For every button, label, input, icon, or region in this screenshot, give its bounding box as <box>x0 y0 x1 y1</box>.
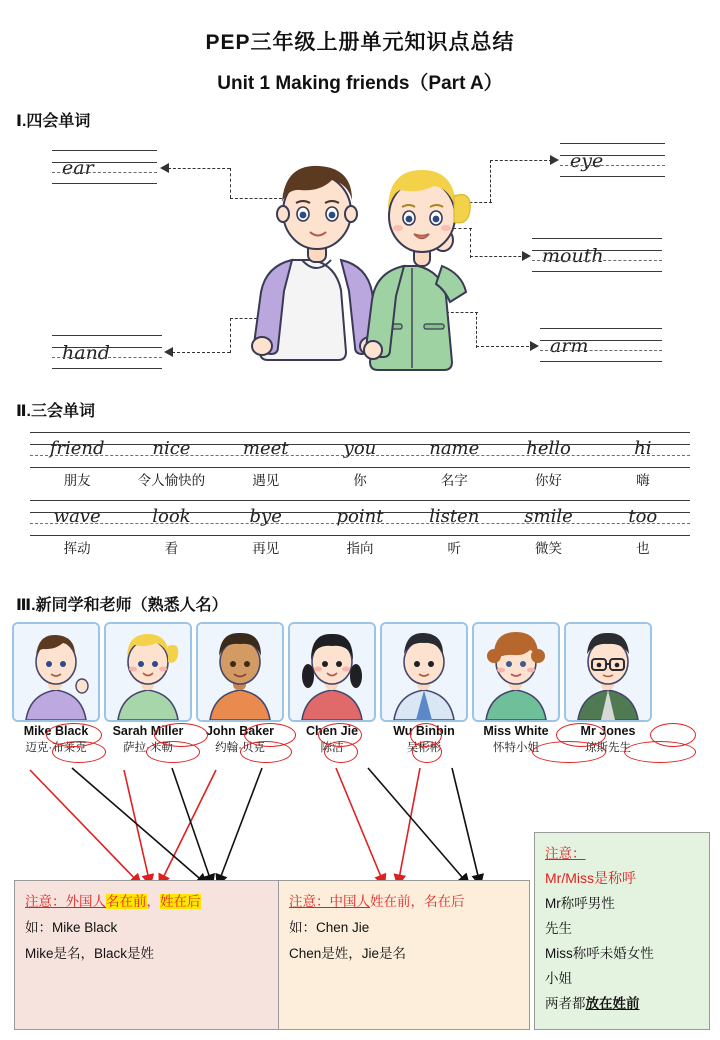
person-name-cn: 怀特小姐 <box>493 742 539 754</box>
word-box-eye <box>560 143 665 177</box>
connector-ear-v <box>230 168 231 198</box>
vocab-meaning: 朋友 <box>63 473 91 488</box>
highlight-ellipse-mile <box>146 741 200 763</box>
word-arm: arm <box>550 335 589 357</box>
note-titles-line1: Mr/Miss是称呼 <box>545 870 636 886</box>
vocab-word: meet <box>242 438 289 459</box>
connector-eye <box>490 160 552 161</box>
word-hand: hand <box>62 342 110 364</box>
avatar <box>290 624 374 720</box>
vocab-word: smile <box>524 506 573 527</box>
avatar <box>198 624 282 720</box>
vocab-word: listen <box>429 506 480 527</box>
avatar <box>474 624 558 720</box>
person-name-cn: 迈克·布莱克 <box>25 742 87 754</box>
vocab-word: name <box>429 438 480 459</box>
highlight-ellipse-jones-cn <box>624 741 696 763</box>
arrowhead-eye <box>550 155 559 165</box>
vocab-row-en-1 <box>30 432 690 468</box>
vocab-meaning: 嗨 <box>636 473 650 488</box>
vocab-word: you <box>343 438 377 459</box>
connector-hand-v <box>230 318 231 353</box>
vocab-meaning: 你 <box>353 473 367 488</box>
note-titles <box>534 832 710 1030</box>
avatar-card-mike-black <box>12 622 100 722</box>
vocab-word: look <box>152 506 191 527</box>
avatar <box>14 624 98 720</box>
vocab-meaning: 听 <box>447 541 462 556</box>
vocab-meaning: 名字 <box>440 473 468 488</box>
vocabulary-table <box>30 432 690 562</box>
avatar-card-sarah-miller <box>104 622 192 722</box>
highlight-ellipse-bulaike <box>52 741 106 763</box>
word-box-arm <box>540 328 662 362</box>
note-titles-line3: 先生 <box>545 921 572 936</box>
arrowhead-hand <box>164 347 173 357</box>
vocab-word: hi <box>634 438 652 459</box>
note-titles-head: 注意： <box>545 846 586 861</box>
person-name-cn: 约翰·贝克 <box>215 742 265 754</box>
person-name-en: Mr Jones <box>580 724 636 738</box>
avatar <box>566 624 650 720</box>
vocab-meaning: 遇见 <box>252 473 280 488</box>
avatar-card-miss-white <box>472 622 560 722</box>
arrowhead-ear <box>160 163 169 173</box>
connector-ear <box>168 168 230 169</box>
word-mouth: mouth <box>542 245 604 267</box>
avatar <box>106 624 190 720</box>
arrowhead-mouth <box>522 251 531 261</box>
person-name-cn: 琼斯先生 <box>585 742 631 754</box>
person-name-en: Sarah Miller <box>112 724 184 738</box>
person-name-cn: 吴彬彬 <box>406 742 442 754</box>
vocab-word: too <box>628 506 658 527</box>
note-chinese-head: 注意：中国人姓在前，名在后 <box>289 894 465 909</box>
note-foreign-head: 注意：外国人名在前，姓在后 <box>25 894 201 909</box>
vocab-meaning: 看 <box>164 541 179 556</box>
vocab-meaning: 也 <box>636 541 650 556</box>
highlight-ellipse-beike <box>240 741 292 763</box>
vocab-meaning: 令人愉快的 <box>137 473 206 488</box>
page-title: PEP三年级上册单元知识点总结 <box>205 31 515 54</box>
person-name-en: Chen Jie <box>305 724 359 738</box>
note-titles-line2: Mr称呼男性 <box>545 896 615 911</box>
section-heading-2: Ⅱ.三会单词 <box>16 403 95 420</box>
vocab-row-cn-1 <box>30 468 690 494</box>
person-name-cn: 陈洁 <box>320 742 344 754</box>
note-foreign-names <box>14 880 282 1030</box>
vocab-word: nice <box>152 438 191 459</box>
avatar-card-mr-jones <box>564 622 652 722</box>
connector-arm <box>476 346 534 347</box>
word-box-hand <box>52 335 162 369</box>
word-eye: eye <box>570 150 604 172</box>
note-titles-line4: Miss称呼未婚女性 <box>545 946 654 961</box>
note-chinese-names <box>278 880 530 1030</box>
vocab-meaning: 微笑 <box>535 541 563 556</box>
vocab-meaning: 挥动 <box>63 541 91 556</box>
page-subtitle: Unit 1 Making friends（Part A） <box>217 73 503 94</box>
word-box-ear <box>52 150 157 184</box>
connector-eye-v <box>490 160 491 202</box>
illustration-two-children <box>232 150 482 380</box>
person-name-en: Miss White <box>483 724 549 738</box>
vocab-word: wave <box>53 506 101 527</box>
vocab-meaning: 再见 <box>252 541 280 556</box>
section-heading-1: Ⅰ.四会单词 <box>16 113 91 130</box>
section-heading-3: Ⅲ.新同学和老师（熟悉人名） <box>16 597 228 614</box>
vocab-word: friend <box>49 438 105 459</box>
note-foreign-example: 如：Mike Black <box>25 920 118 935</box>
person-name-cn: 萨拉·米勒 <box>123 742 173 754</box>
note-titles-line5: 小姐 <box>545 971 572 986</box>
avatar-row <box>12 622 710 720</box>
word-box-mouth <box>532 238 662 272</box>
avatar-card-john-baker <box>196 622 284 722</box>
vocab-row-en-2 <box>30 500 690 536</box>
person-name-en: Mike Black <box>23 724 89 738</box>
avatar-card-wu-binbin <box>380 622 468 722</box>
highlight-ellipse-wu-cn <box>412 741 442 763</box>
vocab-meaning: 你好 <box>535 473 563 488</box>
note-chinese-example: 如：Chen Jie <box>289 920 370 935</box>
avatar-card-chen-jie <box>288 622 376 722</box>
vocab-word: hello <box>526 438 571 459</box>
person-name-en: John Baker <box>205 724 275 738</box>
vocab-row-cn-2 <box>30 536 690 562</box>
word-ear: ear <box>62 157 94 179</box>
person-name-en: Wu Binbin <box>393 724 455 738</box>
vocab-word: point <box>336 506 384 527</box>
avatar <box>382 624 466 720</box>
boy-figure <box>252 166 380 360</box>
vocab-word: bye <box>249 506 282 527</box>
vocab-meaning: 指向 <box>346 541 374 556</box>
girl-figure <box>364 170 470 370</box>
connector-hand <box>172 352 230 353</box>
note-foreign-explain: Mike是名，Black是姓 <box>25 946 155 961</box>
highlight-ellipse-chen-cn <box>324 741 358 763</box>
note-chinese-explain: Chen是姓，Jie是名 <box>289 946 407 961</box>
highlight-ellipse-white-cn <box>532 741 606 763</box>
note-titles-line6: 两者都放在姓前 <box>545 996 640 1011</box>
arrowhead-arm <box>530 341 539 351</box>
